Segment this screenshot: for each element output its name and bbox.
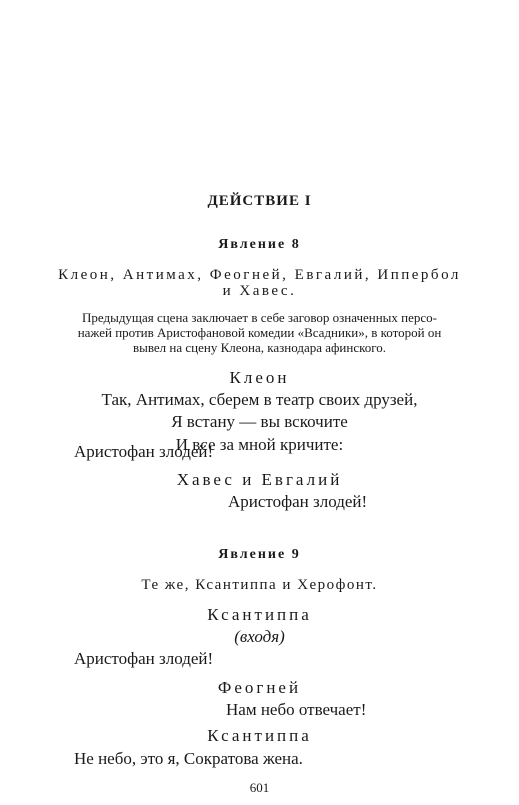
scene-8-note-line-1: Предыдущая сцена заключает в себе заговор означенных персо- xyxy=(81,310,437,325)
page-number: 601 xyxy=(249,780,270,795)
verse-line: Нам небо отвечает! xyxy=(226,700,367,719)
verse-line: И все за мной кричите: xyxy=(175,435,344,454)
verse-line: Аристофан злодей! xyxy=(74,442,214,461)
stage-direction: (входя) xyxy=(234,627,285,646)
speaker-cleon: Клеон xyxy=(229,368,290,387)
scene-8-note-line-3: вывел на сцену Клеона, казнодара афинского. xyxy=(132,340,387,355)
speaker-xanthippe: Ксантиппа xyxy=(207,605,312,624)
scene-8-note-line-2: нажей против Аристофановой комедии «Всадники», в которой он xyxy=(77,325,442,340)
verse-line: Не небо, это я, Сократова жена. xyxy=(74,749,303,768)
speaker-feogney: Феогней xyxy=(217,678,302,697)
verse-line: Так, Антимах, сберем в театр своих друзей, xyxy=(101,390,418,409)
scene-8-cast-line-2: и Хавес. xyxy=(222,283,297,299)
verse-line: Аристофан злодей! xyxy=(74,649,214,668)
speaker-xanthippe: Ксантиппа xyxy=(207,726,312,745)
scene-9-heading: Явление 9 xyxy=(218,547,301,562)
speaker-haves-evgaliy: Хавес и Евгалий xyxy=(176,470,343,489)
act-heading: ДЕЙСТВИЕ I xyxy=(207,193,312,209)
scene-8-cast-line-1: Клеон, Антимах, Феогней, Евгалий, Иппербол xyxy=(58,267,461,283)
verse-line: Аристофан злодей! xyxy=(228,492,368,511)
scene-8-heading: Явление 8 xyxy=(218,237,301,252)
verse-line: Я встану — вы вскочите xyxy=(171,412,348,431)
scene-9-cast: Те же, Ксантиппа и Херофонт. xyxy=(141,577,378,593)
